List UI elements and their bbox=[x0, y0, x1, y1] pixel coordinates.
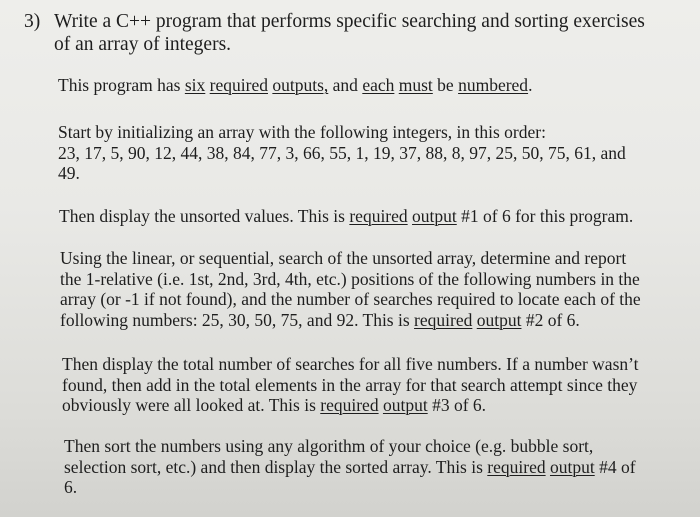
underlined-word: six bbox=[184, 75, 206, 95]
text-run: following numbers: 25, 30, 50, 75, and 92. This is bbox=[60, 309, 415, 330]
underlined-word: required bbox=[320, 395, 379, 415]
text-run: #4 of bbox=[594, 456, 636, 477]
underlined-word: output bbox=[382, 395, 428, 415]
array-values-line: 23, 17, 5, 90, 12, 44, 38, 84, 77, 3, 66, 55, 1, 19, 37, 88, 8, 97, 25, 50, 75, 61, and bbox=[58, 142, 626, 163]
paragraph-required-outputs bbox=[58, 75, 668, 96]
underlined-word: output bbox=[412, 206, 457, 226]
text-line bbox=[64, 457, 660, 478]
underlined-word: required bbox=[487, 456, 546, 477]
paragraph-output-4 bbox=[64, 436, 660, 498]
underlined-word: required bbox=[209, 75, 268, 95]
underlined-word: output bbox=[549, 456, 595, 477]
paragraph-output-2 bbox=[60, 248, 664, 330]
text-line bbox=[62, 395, 662, 416]
text-run: #2 of 6. bbox=[521, 309, 580, 330]
text-run: and bbox=[328, 75, 363, 95]
text-run: selection sort, etc.) and then display the sorted array. This is bbox=[64, 456, 488, 477]
text-line: Start by initializing an array with the following integers, in this order: bbox=[58, 122, 546, 142]
text-line: the 1-relative (i.e. 1st, 2nd, 3rd, 4th, etc.) positions of the following numbers in the bbox=[60, 268, 640, 289]
text-line: Then display the total number of searches for all five numbers. If a number wasn’t bbox=[62, 354, 639, 374]
paragraph-output-1 bbox=[59, 206, 669, 227]
text-line: 49. bbox=[58, 163, 80, 183]
question-title bbox=[24, 10, 684, 56]
text-run: obviously were all looked at. This is bbox=[62, 395, 321, 415]
underlined-word: each bbox=[362, 75, 395, 95]
underlined-word: required bbox=[349, 206, 408, 226]
text-run: #1 of 6 for this program. bbox=[456, 206, 634, 226]
title-line-2: of an array of integers. bbox=[54, 34, 232, 55]
underlined-word: required bbox=[414, 309, 473, 330]
underlined-word: numbered bbox=[458, 75, 529, 95]
text-run: Then display the unsorted values. This is bbox=[59, 206, 350, 226]
paragraph-initialize-array bbox=[58, 122, 668, 184]
text-line: found, then add in the total elements in the array for that search attempt since they bbox=[62, 374, 638, 395]
text-run: #3 of 6. bbox=[427, 395, 487, 415]
text-run: . bbox=[528, 75, 533, 95]
text-run: be bbox=[432, 75, 459, 95]
question-number: 3) bbox=[24, 11, 41, 32]
text-line bbox=[60, 310, 664, 331]
text-run: This program has bbox=[58, 75, 185, 95]
paragraph-output-3 bbox=[62, 354, 662, 416]
text-line: array (or -1 if not found), and the number of searches required to locate each of the bbox=[60, 289, 641, 309]
text-line: 6. bbox=[64, 477, 78, 497]
underlined-word: output bbox=[476, 309, 522, 330]
text-line: Using the linear, or sequential, search of the unsorted array, determine and report bbox=[60, 248, 627, 268]
title-line-1: Write a C++ program that performs specific searching and sorting exercises bbox=[54, 11, 645, 32]
underlined-word: outputs, bbox=[272, 75, 329, 95]
underlined-word: must bbox=[398, 75, 433, 95]
text-line: Then sort the numbers using any algorithm of your choice (e.g. bubble sort, bbox=[64, 436, 594, 456]
